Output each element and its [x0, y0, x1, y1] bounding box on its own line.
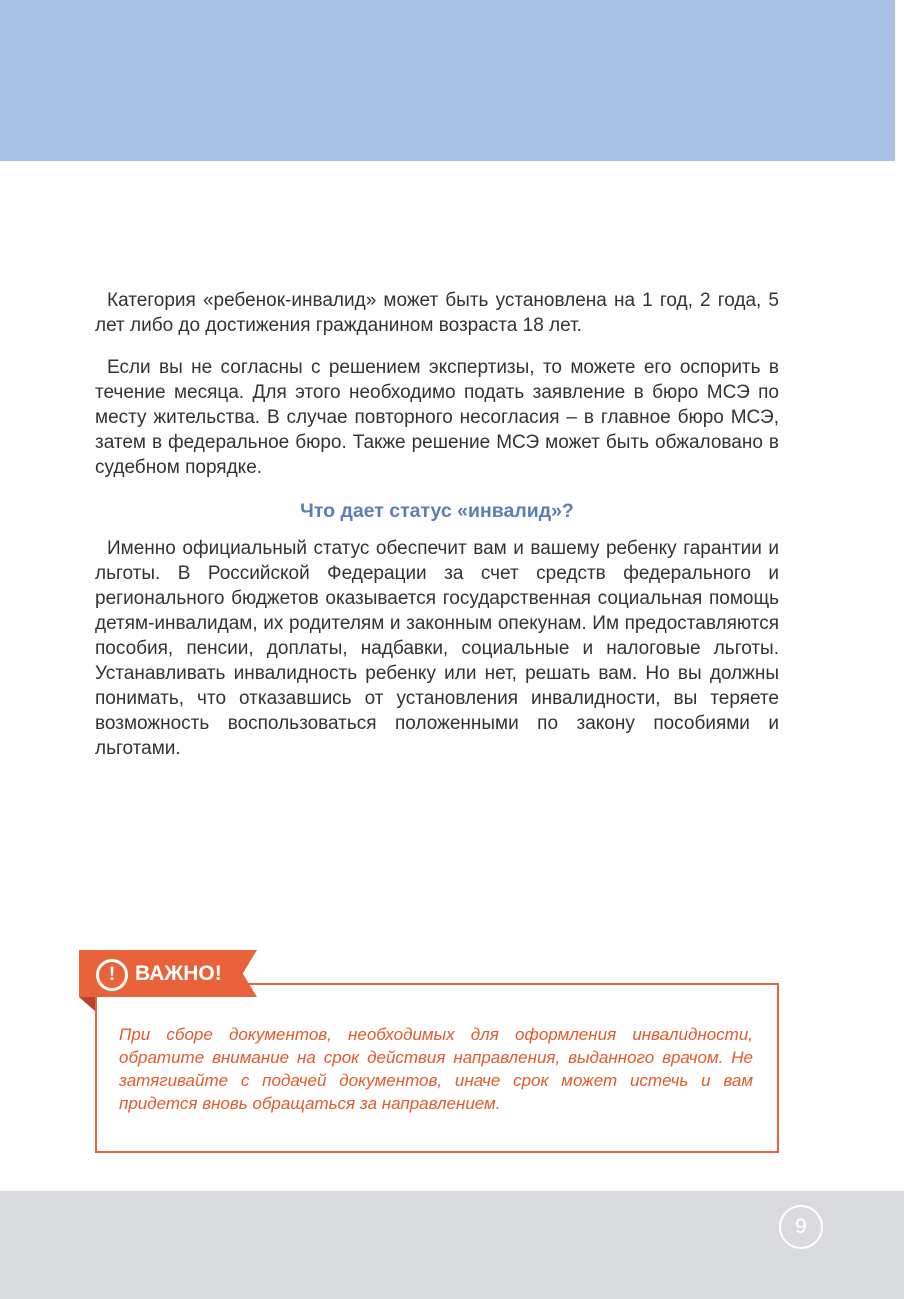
paragraph-status-benefits: Именно официальный статус обеспечит вам и вашему ребенку гарантии и льготы. В Российской Федерации за счет средств федерального и регионального бюджетов оказывается государственная социальная помощь детям-инвалидам, их родителям и законным опекунам. Им предоставляются пособия, пенсии, доплаты, надбавки, социальные и налоговые льготы. Устанавливать инвалидность ребенку или нет, решать вам. Но вы должны понимать, что отказавшись от установления инвалидности, вы теряете возможность воспользоваться положенными по закону пособиями и льготами. [95, 538, 779, 759]
section-heading: Что дает статус «инвалид»? [300, 500, 574, 522]
header-band [0, 0, 895, 161]
note-tab-fold [79, 997, 95, 1011]
paragraph-category-term: Категория «ребенок-инвалид» может быть установлена на 1 год, 2 года, 5 лет либо до достижения гражданином возраста 18 лет. [95, 290, 779, 336]
paragraph-appeal: Если вы не согласны с решением экспертизы, то можете его оспорить в течение месяца. Для этого необходимо подать заявление в бюро МСЭ по месту жительства. В случае повторного несогласия – в главное бюро МСЭ, затем в федеральное бюро. Также решение МСЭ может быть обжаловано в судебном порядке. [95, 357, 779, 478]
footer-band [0, 1191, 904, 1299]
page-number: 9 [779, 1205, 823, 1249]
exclamation-circle-icon: ! [96, 959, 128, 991]
important-note-text: При сборе документов, необходимых для оформления инвалидности, обратите внимание на срок действия направления, выданного врачом. Не затягивайте с подачей документов, иначе срок может истечь и вам придется вновь обращаться за направлением. [119, 1025, 753, 1113]
main-content [95, 288, 779, 778]
important-note-title: ВАЖНО! [135, 962, 222, 985]
